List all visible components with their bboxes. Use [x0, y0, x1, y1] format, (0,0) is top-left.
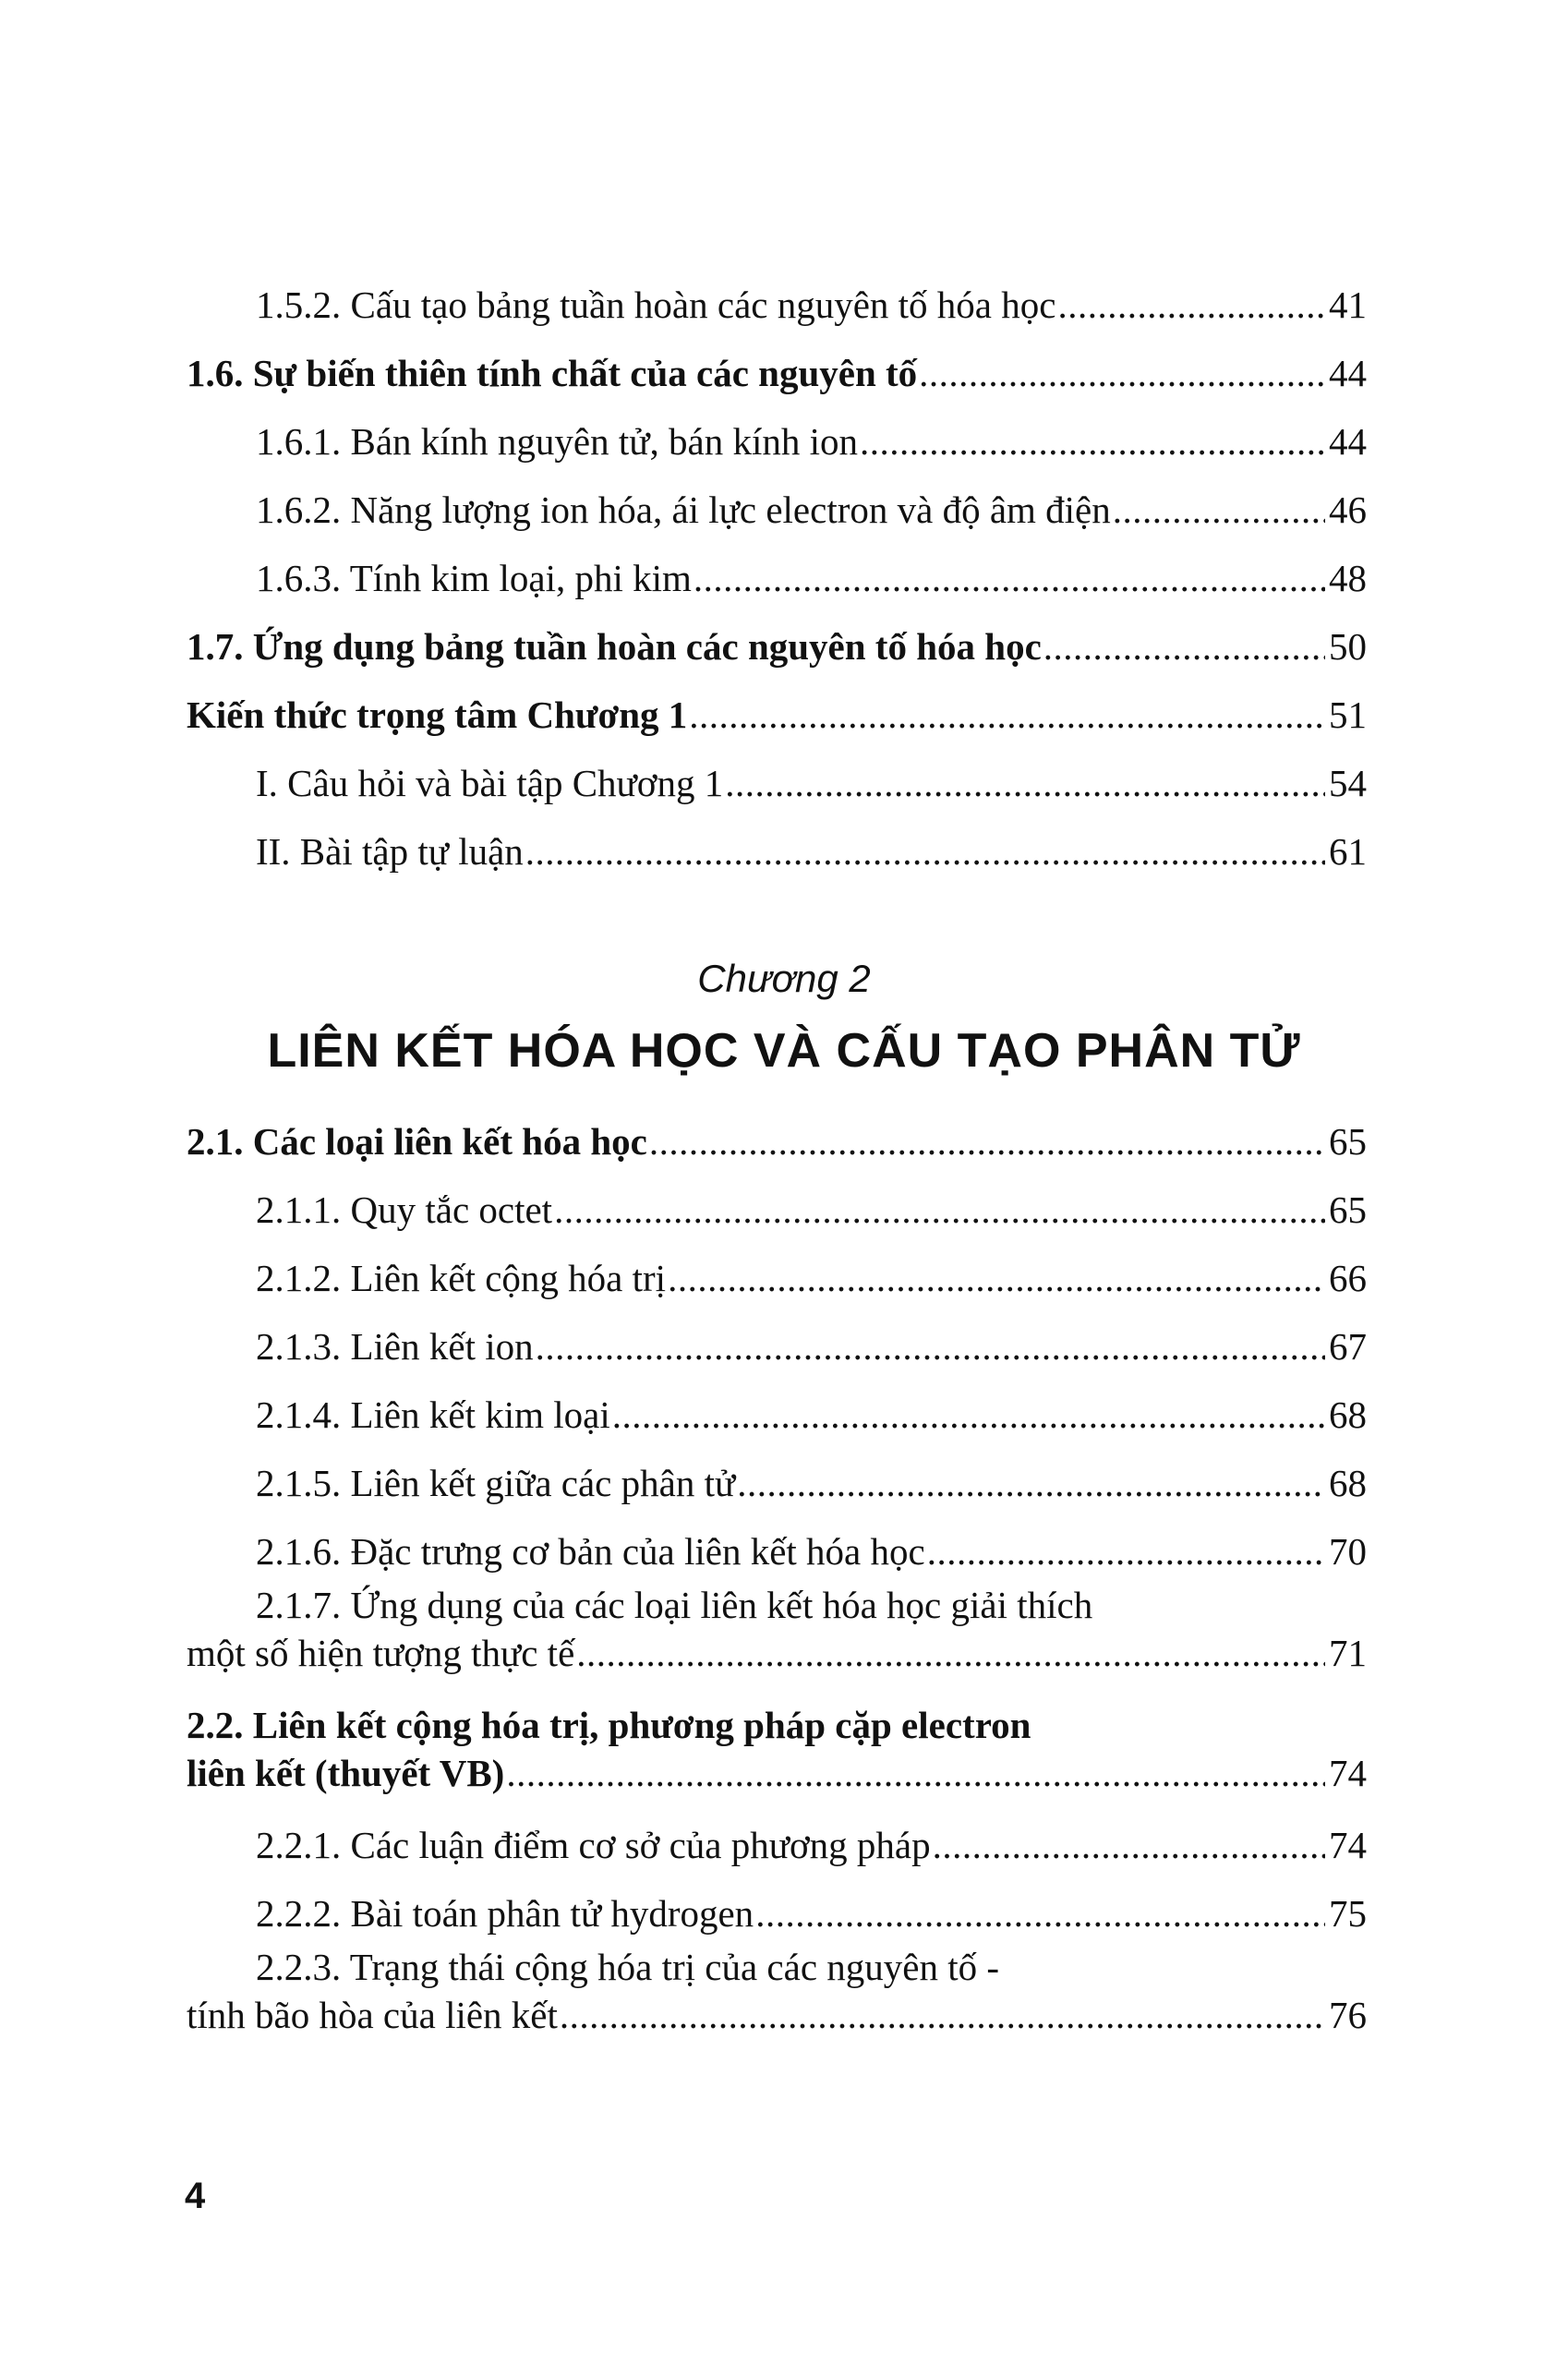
- toc-entry-title: 2.1. Các loại liên kết hóa học: [187, 1120, 647, 1163]
- toc-entry-title: 2.1.5. Liên kết giữa các phân tử: [256, 1462, 736, 1504]
- toc-entry-page: 71: [1329, 1632, 1367, 1674]
- toc-entry-multiline: [187, 1943, 1367, 2039]
- toc-entry: [256, 1459, 1367, 1507]
- toc-entry-title: 1.6. Sự biến thiên tính chất của các nguyên tố: [187, 352, 918, 394]
- leader-dots: [737, 1459, 1325, 1507]
- toc-entry-title: I. Câu hỏi và bài tập Chương 1: [256, 762, 724, 804]
- leader-dots: [689, 691, 1325, 739]
- leader-dots: [694, 554, 1325, 602]
- leader-dots: [860, 417, 1325, 465]
- leader-dots: [554, 1186, 1325, 1234]
- toc-entry: [256, 759, 1367, 807]
- toc-entry-title: 1.6.3. Tính kim loại, phi kim: [256, 557, 692, 599]
- toc-entry-page: 44: [1329, 420, 1367, 463]
- toc-entry-title: II. Bài tập tự luận: [256, 830, 524, 873]
- toc-entry-first-line: 2.1.7. Ứng dụng của các loại liên kết hóa học giải thích: [256, 1584, 1093, 1626]
- toc-section-entry: [187, 349, 1367, 397]
- toc-entry-first-line: 2.2.3. Trạng thái cộng hóa trị của các nguyên tố -: [256, 1946, 1000, 1988]
- toc-entry-multiline: [187, 1581, 1367, 1677]
- toc-entry-title: 2.1.2. Liên kết cộng hóa trị: [256, 1257, 667, 1299]
- toc-entry: [256, 827, 1367, 875]
- leader-dots: [1043, 622, 1325, 670]
- leader-dots: [612, 1391, 1325, 1439]
- page-number: 4: [185, 2176, 206, 2216]
- toc-entry-page: 61: [1329, 830, 1367, 873]
- toc-entry-page: 67: [1329, 1325, 1367, 1368]
- toc-entry: [256, 1889, 1367, 1937]
- toc-entry: [256, 554, 1367, 602]
- toc-entry-page: 74: [1329, 1752, 1367, 1794]
- leader-dots: [755, 1889, 1325, 1937]
- toc-entry-page: 44: [1329, 352, 1367, 394]
- toc-entry-title: 1.6.1. Bán kính nguyên tử, bán kính ion: [256, 420, 858, 463]
- leader-dots: [725, 759, 1325, 807]
- toc-section-entry: [187, 622, 1367, 670]
- toc-entry-title: 2.1.4. Liên kết kim loại: [256, 1393, 610, 1436]
- chapter-label: Chương 2: [697, 957, 871, 1000]
- toc-entry: [256, 1527, 1367, 1575]
- leader-dots: [1113, 486, 1325, 534]
- toc-entry: [256, 1821, 1367, 1869]
- leader-dots: [536, 1322, 1325, 1370]
- leader-dots: [933, 1821, 1325, 1869]
- toc-entry-title: 1.5.2. Cấu tạo bảng tuần hoàn các nguyên tố hóa học: [256, 283, 1056, 326]
- toc-entry-title: Kiến thức trọng tâm Chương 1: [187, 694, 688, 736]
- toc-entry-page: 66: [1329, 1257, 1367, 1299]
- toc-entry-title: 2.1.1. Quy tắc octet: [256, 1188, 553, 1231]
- toc-entry-title: 2.1.6. Đặc trưng cơ bản của liên kết hóa học: [256, 1530, 925, 1573]
- toc-entry-page: 65: [1329, 1188, 1367, 1231]
- toc-entry-page: 50: [1329, 625, 1367, 668]
- leader-dots: [576, 1629, 1325, 1677]
- leader-dots: [927, 1527, 1325, 1575]
- toc-entry: [256, 1391, 1367, 1439]
- toc-entry: [256, 417, 1367, 465]
- toc-entry-title: tính bão hòa của liên kết: [187, 1994, 558, 2036]
- leader-dots: [525, 827, 1325, 875]
- toc-entry: [256, 1322, 1367, 1370]
- toc-entry: [256, 486, 1367, 534]
- toc-entry-title: 1.6.2. Năng lượng ion hóa, ái lực electron và độ âm điện: [256, 488, 1111, 531]
- toc-entry-page: 41: [1329, 283, 1367, 326]
- toc-entry: [256, 281, 1367, 329]
- toc-entry-title: 2.2.1. Các luận điểm cơ sở của phương pháp: [256, 1824, 931, 1866]
- leader-dots: [560, 1991, 1325, 2039]
- toc-section-entry: [187, 1117, 1367, 1165]
- toc-entry-page: 51: [1329, 694, 1367, 736]
- toc-entry-page: 48: [1329, 557, 1367, 599]
- toc-entry-page: 46: [1329, 488, 1367, 531]
- toc-entry-page: 68: [1329, 1393, 1367, 1436]
- leader-dots: [1057, 281, 1325, 329]
- leader-dots: [506, 1749, 1325, 1797]
- toc-entry-page: 76: [1329, 1994, 1367, 2036]
- toc-entry-title: 2.2.2. Bài toán phân tử hydrogen: [256, 1892, 754, 1935]
- toc-entry-title: một số hiện tượng thực tế: [187, 1632, 575, 1674]
- toc-entry-first-line: 2.2. Liên kết cộng hóa trị, phương pháp cặp electron: [187, 1704, 1031, 1746]
- leader-dots: [649, 1117, 1325, 1165]
- toc-entry-page: 65: [1329, 1120, 1367, 1163]
- toc-entry: [256, 1254, 1367, 1302]
- leader-dots: [919, 349, 1325, 397]
- toc-entry: [256, 1186, 1367, 1234]
- chapter-title: LIÊN KẾT HÓA HỌC VÀ CẤU TẠO PHÂN TỬ: [267, 1024, 1301, 1078]
- toc-entry-page: 68: [1329, 1462, 1367, 1504]
- toc-section-entry-multiline: [187, 1701, 1367, 1797]
- toc-entry-title: 1.7. Ứng dụng bảng tuần hoàn các nguyên tố hóa học: [187, 625, 1042, 668]
- toc-entry-page: 70: [1329, 1530, 1367, 1573]
- toc-entry-page: 75: [1329, 1892, 1367, 1935]
- toc-entry-title: liên kết (thuyết VB): [187, 1752, 505, 1794]
- toc-entry-page: 74: [1329, 1824, 1367, 1866]
- toc-entry-title: 2.1.3. Liên kết ion: [256, 1325, 534, 1368]
- toc-entry-page: 54: [1329, 762, 1367, 804]
- toc-section-entry: [187, 691, 1367, 739]
- leader-dots: [668, 1254, 1325, 1302]
